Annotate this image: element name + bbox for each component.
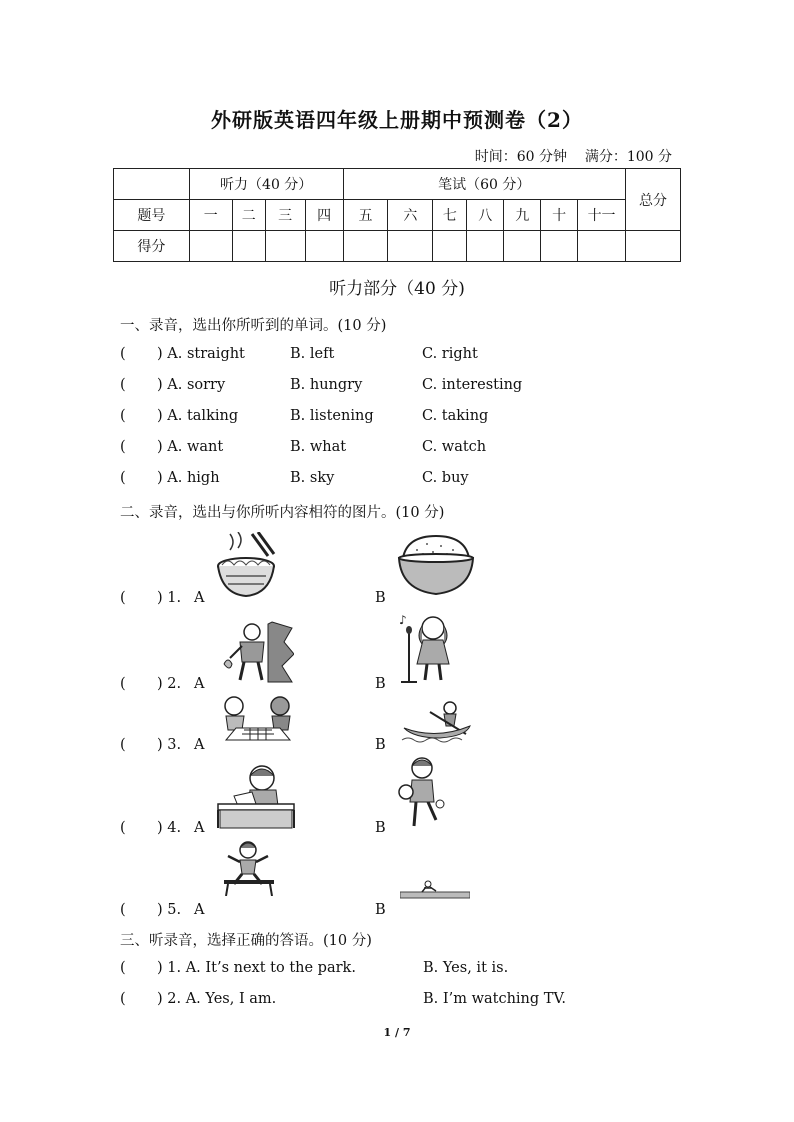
question-number: 五 (343, 200, 388, 231)
score-cell[interactable] (433, 231, 467, 262)
question-number: 十 (541, 200, 578, 231)
question-number: 二 (232, 200, 265, 231)
score-group-writing: 笔试（60 分） (343, 169, 625, 200)
question-number: 八 (467, 200, 504, 231)
answer-paren[interactable]: ( (120, 470, 126, 486)
answer-paren[interactable]: ( (120, 377, 126, 393)
option-b: B (375, 737, 386, 753)
boy-jumping-hurdle-picture[interactable] (218, 840, 280, 896)
answer-paren[interactable]: ( (120, 676, 126, 692)
option-a: ) 2. A. Yes, I am. (157, 991, 277, 1007)
score-cell[interactable] (305, 231, 343, 262)
option-b: B (375, 820, 386, 836)
option-a: A (194, 737, 205, 753)
option-b: B (375, 590, 386, 606)
question-number: 一 (189, 200, 232, 231)
score-cell[interactable] (541, 231, 578, 262)
question-number: 六 (388, 200, 433, 231)
option-a: ) 1. A. It’s next to the park. (157, 960, 356, 976)
person-long-jump-picture[interactable] (400, 880, 470, 900)
option-b: B. I’m watching TV. (423, 991, 566, 1007)
option-a: ) A. want (157, 439, 224, 455)
score-cell[interactable] (467, 231, 504, 262)
score-total-cell[interactable] (626, 231, 681, 262)
option-c: C. right (422, 346, 478, 362)
question-number: 七 (433, 200, 467, 231)
option-a: ) A. high (157, 470, 220, 486)
exam-meta (475, 146, 672, 166)
option-b: B. left (290, 346, 335, 362)
option-a: A (194, 820, 205, 836)
answer-paren[interactable]: ( (120, 439, 126, 455)
item-number: ) 3. (157, 737, 182, 753)
page-title: 外研版英语四年级上册期中预测卷（2） (211, 108, 583, 132)
option-c: C. interesting (422, 377, 523, 393)
option-a: A (194, 676, 205, 692)
person-by-fire-picture[interactable] (218, 618, 294, 686)
kids-playing-chess-picture[interactable] (220, 694, 296, 744)
option-b: B. Yes, it is. (423, 960, 509, 976)
score-cell[interactable] (388, 231, 433, 262)
option-a: A (194, 590, 205, 606)
item-number: ) 4. (157, 820, 182, 836)
part3-heading: 三、听录音，选择正确的答语。(10 分) (120, 933, 372, 949)
score-group-listening: 听力（40 分） (189, 169, 343, 200)
page-number: 1 / 7 (383, 1026, 411, 1039)
answer-paren[interactable]: ( (120, 991, 126, 1007)
option-c: C. taking (422, 408, 489, 424)
option-b: B. sky (290, 470, 335, 486)
part1-heading: 一、录音，选出你所听到的单词。(10 分) (120, 318, 387, 334)
option-b: B (375, 902, 386, 918)
row-label-score: 得分 (114, 231, 190, 262)
answer-paren[interactable]: ( (120, 408, 126, 424)
question-number: 四 (305, 200, 343, 231)
boy-reading-at-desk-picture[interactable] (216, 762, 296, 830)
score-table-corner (114, 169, 190, 200)
item-number: ) 5. (157, 902, 182, 918)
boy-with-ball-picture[interactable] (398, 756, 446, 830)
score-cell[interactable] (232, 231, 265, 262)
score-cell[interactable] (578, 231, 626, 262)
rice-bowl-picture[interactable] (397, 532, 475, 600)
row-label-number: 题号 (114, 200, 190, 231)
part2-heading: 二、录音，选出与你所听内容相符的图片。(10 分) (120, 505, 445, 521)
exam-full-score: 满分：100 分 (584, 149, 672, 165)
option-a: A (194, 902, 205, 918)
exam-time: 时间：60 分钟 (474, 149, 568, 165)
answer-paren[interactable]: ( (120, 346, 126, 362)
answer-paren[interactable]: ( (120, 737, 126, 753)
option-c: C. watch (422, 439, 487, 455)
score-cell[interactable] (504, 231, 541, 262)
question-number: 九 (504, 200, 541, 231)
score-cell[interactable] (343, 231, 388, 262)
option-a: ) A. straight (157, 346, 245, 362)
person-rowing-boat-picture[interactable] (400, 700, 472, 746)
score-table (113, 168, 681, 262)
question-number: 十一 (578, 200, 626, 231)
score-cell[interactable] (189, 231, 232, 262)
girl-singing-picture[interactable] (397, 612, 459, 686)
option-b: B. listening (290, 408, 374, 424)
answer-paren[interactable]: ( (120, 820, 126, 836)
option-c: C. buy (422, 470, 469, 486)
item-number: ) 2. (157, 676, 182, 692)
option-b: B (375, 676, 386, 692)
option-a: ) A. talking (157, 408, 239, 424)
answer-paren[interactable]: ( (120, 902, 126, 918)
answer-paren[interactable]: ( (120, 960, 126, 976)
option-b: B. what (290, 439, 347, 455)
noodles-bowl-picture[interactable] (216, 532, 276, 600)
option-a: ) A. sorry (157, 377, 226, 393)
question-number: 三 (265, 200, 305, 231)
score-cell[interactable] (265, 231, 305, 262)
item-number: ) 1. (157, 590, 182, 606)
score-total-header: 总分 (626, 169, 681, 231)
answer-paren[interactable]: ( (120, 590, 126, 606)
option-b: B. hungry (290, 377, 363, 393)
svg-text:♪: ♪ (399, 613, 407, 627)
section-listening-title: 听力部分（40 分) (329, 279, 465, 299)
